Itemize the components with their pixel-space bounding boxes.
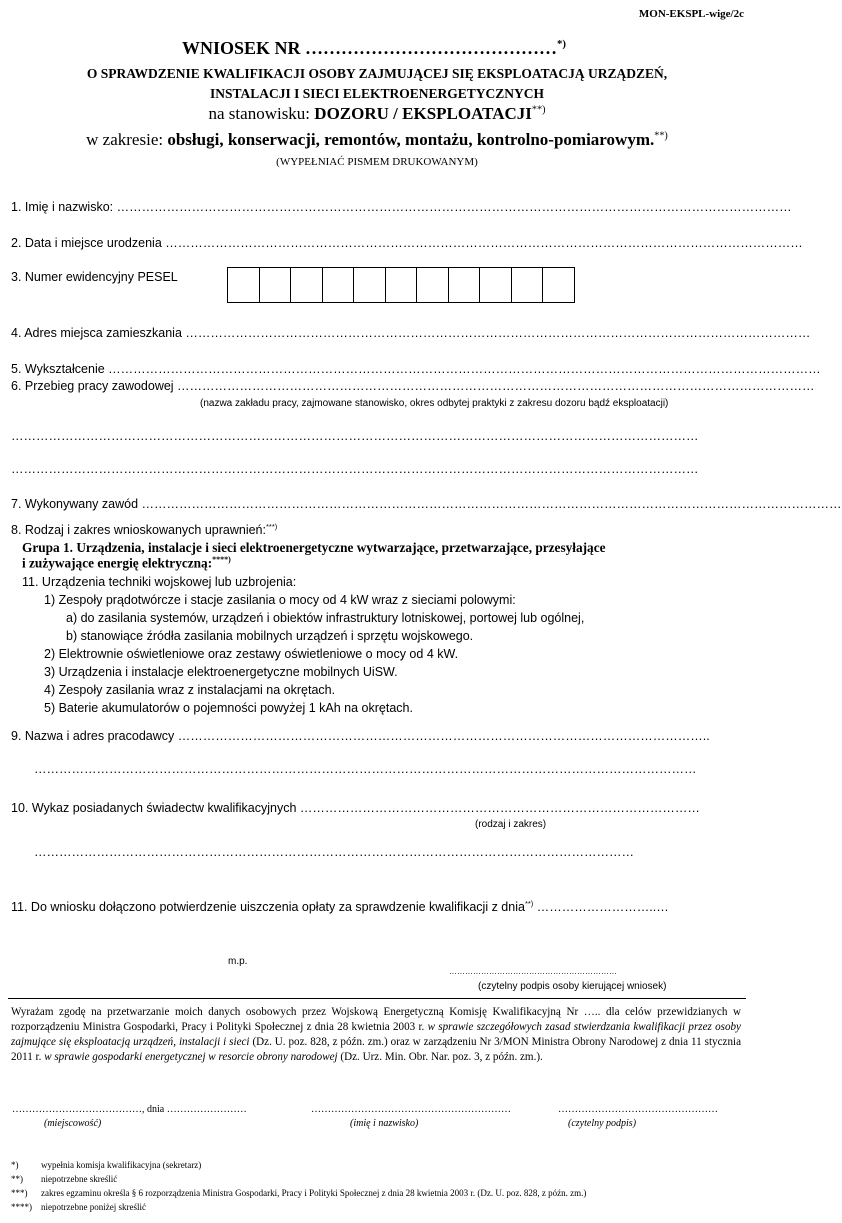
pesel-digit-box[interactable] [260, 267, 292, 303]
fee-date-dots[interactable]: ………………………..… [533, 900, 669, 915]
group-1-heading-line2 [22, 555, 231, 571]
item-11-4: 4) Zespoły zasilania wraz z instalacjami na okrętach. [44, 683, 336, 697]
scope-footnote-mark: **) [654, 130, 668, 142]
footnote-3-mark: ***) [11, 1188, 28, 1198]
item-11-3: 3) Urządzenia i instalacje elektroenergetyczne mobilnych UiSW. [44, 665, 398, 679]
field-education[interactable]: 5. Wykształcenie ……………………………………………………………………………………………………………………………………………………… [11, 362, 821, 376]
pesel-digit-box[interactable] [323, 267, 355, 303]
form-title-footnote-mark: *) [557, 38, 567, 50]
pesel-boxes[interactable] [227, 267, 575, 303]
scope-options: obsługi, konserwacji, remontów, montażu, kontrolno-pomiarowym. [167, 130, 655, 149]
group-1-heading [22, 540, 606, 556]
requester-signature-label: (czytelny podpis osoby kierującej wniosek) [478, 981, 667, 992]
certificates-field-note: (rodzaj i zakres) [475, 819, 547, 830]
field-profession[interactable]: 7. Wykonywany zawód …………………………………………………………………………………………………………………………………………………… [11, 497, 842, 511]
signature-line[interactable]: ………………………………………… [558, 1104, 718, 1115]
form-subtitle-line1: O SPRAWDZENIE KWALIFIKACJI OSOBY ZAJMUJĄCEJ SIĘ EKSPLOATACJĄ URZĄDZEŃ, [86, 66, 668, 81]
field-address[interactable]: 4. Adres miejsca zamieszkania …………………………………………………………………………………………………………………………………… [11, 326, 811, 340]
employer-continuation-line[interactable]: …………………………………………………………………………………………………………………………………………… [34, 762, 697, 776]
pesel-digit-box[interactable] [228, 267, 260, 303]
footnote-4-text: niepotrzebne poniżej skreślić [41, 1202, 146, 1212]
pesel-digit-box[interactable] [512, 267, 544, 303]
group-number: 1 [63, 540, 70, 555]
field-certificates[interactable]: 10. Wykaz posiadanych świadectw kwalifikacyjnych …………………………………………………………………………………… [11, 801, 700, 815]
footnote-1 [11, 1160, 201, 1170]
footnote-2-text: niepotrzebne skreślić [41, 1174, 118, 1184]
footnote-2 [11, 1174, 117, 1184]
position-line [0, 104, 754, 124]
footnote-3 [11, 1188, 586, 1198]
footnote-4-mark: ****) [11, 1202, 32, 1212]
field-pesel-label: 3. Numer ewidencyjny PESEL [11, 270, 178, 284]
form-title-text: WNIOSEK NR …………………………………… [181, 38, 558, 58]
group-label: Grupa [22, 540, 64, 555]
pesel-digit-box[interactable] [449, 267, 481, 303]
signature-label: (czytelny podpis) [568, 1118, 637, 1129]
qualifications-label: 8. Rodzaj i zakres wnioskowanych uprawnień: [11, 523, 266, 538]
item-11-1-a: a) do zasilania systemów, urządzeń i obiektów infrastruktury lotniskowej, portowej lub ogólnej, [66, 611, 585, 625]
fee-confirmation-label: 11. Do wniosku dołączono potwierdzenie uiszczenia opłaty za sprawdzenie kwalifikacji z dnia [11, 900, 525, 915]
qualifications-footnote-mark: ***) [266, 522, 278, 531]
name-line[interactable]: …………………………………………………… [311, 1104, 511, 1115]
field-requested-qualifications [11, 522, 277, 537]
consent-regulation-title: w sprawie szczegółowych zasad stwierdzania kwalifikacji przez osoby zajmujące się eksploatacją urządzeń, instalacji i sieci [11, 1021, 741, 1048]
requester-signature-line[interactable]: ……………………………………………………… [449, 967, 617, 976]
place-date-line[interactable]: …………………………………, dnia …………………… [12, 1104, 247, 1115]
position-footnote-mark: **) [531, 104, 546, 116]
field-fee-confirmation[interactable] [11, 899, 669, 914]
stamp-placeholder: m.p. [228, 956, 248, 967]
pesel-digit-box[interactable] [354, 267, 386, 303]
consent-text-1: Wyrażam zgodę na przetwarzanie moich danych osobowych przez Wojskową Energetyczną Komisję Kwalifikacyjną Nr ….. dla celów przewidzianych w rozporządzeniu Ministra Gospodarki, Pracy i Polityki Społecznej z dnia 28 kwietnia 2003 r. [11, 1006, 741, 1033]
fill-instruction: (WYPEŁNIAĆ PISMEM DRUKOWANYM) [276, 156, 478, 168]
career-continuation-line-2[interactable]: ………………………………………………………………………………………………………………………………………………… [11, 462, 699, 476]
footnote-1-mark: *) [11, 1160, 19, 1170]
scope-line [0, 130, 754, 150]
career-continuation-line-1[interactable]: ………………………………………………………………………………………………………………………………………………… [11, 429, 699, 443]
item-11-1: 1) Zespoły prądotwórcze i stacje zasilania o mocy od 4 kW wraz z sieciami polowymi: [44, 593, 516, 607]
pesel-digit-box[interactable] [291, 267, 323, 303]
group-description: . Urządzenia, instalacje i sieci elektroenergetyczne wytwarzające, przetwarzające, przesyłające [69, 540, 606, 555]
group-description-cont: i zużywające energię elektryczną: [22, 555, 213, 571]
document-code: MON-EKSPL-wige/2c [638, 8, 744, 20]
field-full-name[interactable]: 1. Imię i nazwisko: ……………………………………………………………………………………………………………………………………………… [11, 200, 792, 214]
form-title [0, 38, 748, 59]
item-11-2: 2) Elektrownie oświetleniowe oraz zestawy oświetleniowe o mocy od 4 kW. [44, 647, 459, 661]
fee-footnote-mark: **) [524, 899, 534, 908]
divider-line [8, 998, 746, 999]
field-birth-date-place[interactable]: 2. Data i miejsce urodzenia ……………………………………………………………………………………………………………………………………… [11, 236, 803, 250]
scope-prefix: w zakresie: [86, 130, 168, 149]
group-footnote-mark: ****) [212, 555, 231, 564]
consent-order-title: w sprawie gospodarki energetycznej w resorcie obrony narodowej [44, 1051, 338, 1063]
field-career[interactable]: 6. Przebieg pracy zawodowej ……………………………………………………………………………………………………………………………………… [11, 379, 815, 393]
item-11-heading: 11. Urządzenia techniki wojskowej lub uzbrojenia: [22, 575, 297, 589]
pesel-digit-box[interactable] [543, 267, 575, 303]
footnote-4 [11, 1202, 146, 1212]
pesel-digit-box[interactable] [417, 267, 449, 303]
footnote-3-text: zakres egzaminu określa § 6 rozporządzenia Ministra Gospodarki, Pracy i Polityki Społecznej z dnia 28 kwietnia 2003 r. (Dz. U. poz. 828, z późn. zm.) [41, 1188, 587, 1198]
item-11-1-b: b) stanowiące źródła zasilania mobilnych urządzeń i sprzętu wojskowego. [66, 629, 474, 643]
data-processing-consent [11, 1005, 741, 1065]
footnote-2-mark: **) [11, 1174, 23, 1184]
consent-text-3: (Dz. Urz. Min. Obr. Nar. poz. 3, z późn. zm.). [337, 1051, 543, 1063]
consent-text-2: (Dz. U. poz. 828, z późn. zm.) oraz w zarządzeniu Nr 3/MON Ministra Obrony Narodowej z dnia 11 stycznia 2011 r. [11, 1036, 742, 1063]
certificates-continuation-line[interactable]: ……………………………………………………………………………………………………………………………… [34, 845, 634, 859]
name-label: (imię i nazwisko) [350, 1118, 419, 1129]
position-prefix: na stanowisku: [208, 104, 315, 123]
pesel-digit-box[interactable] [480, 267, 512, 303]
field-employer[interactable]: 9. Nazwa i adres pracodawcy ……………………………………………………………………………………………………………….. [11, 729, 710, 743]
place-label: (miejscowość) [44, 1118, 102, 1129]
pesel-digit-box[interactable] [386, 267, 418, 303]
position-options: DOZORU / EKSPLOATACJI [314, 104, 532, 123]
footnote-1-text: wypełnia komisja kwalifikacyjna (sekretarz) [41, 1160, 202, 1170]
form-subtitle-line2: INSTALACJI I SIECI ELEKTROENERGETYCZNYCH [210, 86, 544, 101]
item-11-5: 5) Baterie akumulatorów o pojemności powyżej 1 kAh na okrętach. [44, 701, 413, 715]
career-field-note: (nazwa zakładu pracy, zajmowane stanowisko, okres odbytej praktyki z zakresu dozoru bądź eksploatacji) [200, 398, 669, 409]
